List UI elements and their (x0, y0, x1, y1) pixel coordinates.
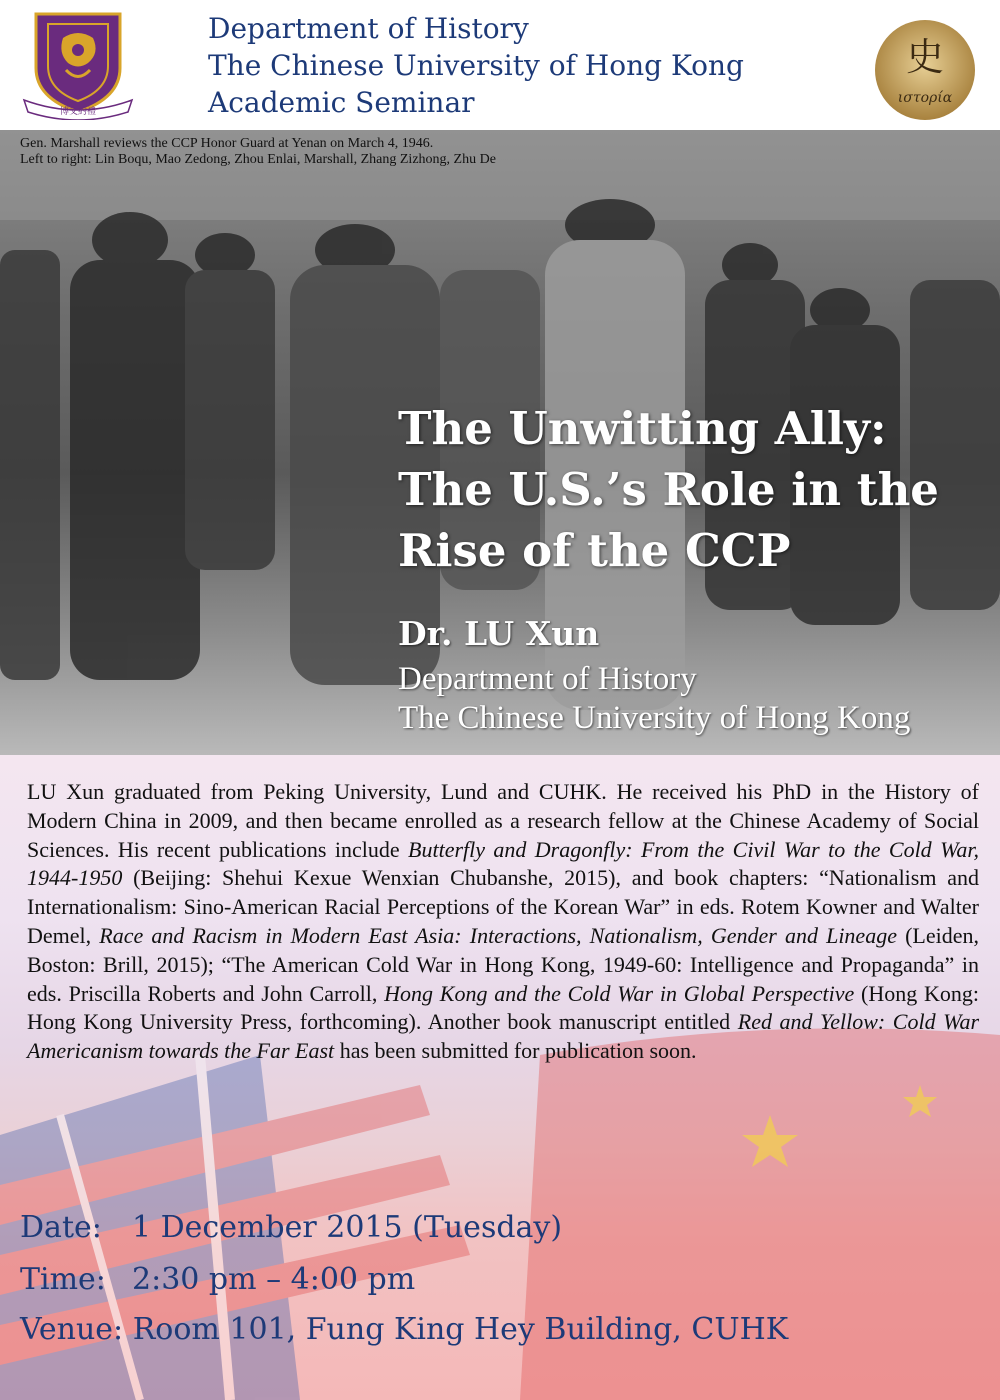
cuhk-motto: 博文約禮 (59, 107, 97, 117)
speaker-university: The Chinese University of Hong Kong (398, 700, 911, 736)
speaker-biography (27, 778, 979, 1066)
header (0, 0, 1000, 130)
venue-value: Room 101, Fung King Hey Building, CUHK (132, 1312, 789, 1347)
speaker-name: Dr. LU Xun (398, 614, 600, 653)
bio-book-title-3: Hong Kong and the Cold War in Global Perspective (384, 980, 855, 1006)
header-title (208, 10, 744, 121)
bio-book-title-2: Race and Racism in Modern East Asia: Interactions, Nationalism, Gender and Lineage (99, 922, 897, 948)
bio-text-4: (Hong Kong: Hong Kong University Press, forthcoming). Another book manuscript entitled (27, 980, 979, 1035)
bio-text-2: (Beijing: Shehui Kexue Wenxian Chubanshe, 2015), and book chapters: “Nationalism and Internationalism: Sino-American Racial Perceptions of the Korean War” in eds. Rotem Kowner and Walter Demel, (27, 865, 979, 948)
bio-text-1: LU Xun graduated from Peking University, Lund and CUHK. He received his PhD in the History of Modern China in 2009, and then became enrolled as a research fellow at the Chinese Academy of Social Sciences. His recent publications include (27, 779, 979, 862)
cuhk-logo (18, 8, 138, 120)
event-time (20, 1262, 415, 1297)
header-seminar-label: Academic Seminar (208, 86, 475, 119)
bio-book-title-4: Red and Yellow: Cold War Americanism towards the Far East (27, 1009, 980, 1064)
bio-book-title-1: Butterfly and Dragonfly: From the Civil War to the Cold War, 1944-1950 (27, 836, 979, 891)
talk-title (398, 398, 988, 581)
date-label: Date: (20, 1210, 102, 1245)
speaker-department: Department of History (398, 661, 697, 697)
istoria-text: ιστορία (897, 90, 953, 106)
header-university: The Chinese University of Hong Kong (208, 49, 744, 82)
talk-title-line1: The Unwitting Ally: (398, 402, 887, 455)
bio-text-5: has been submitted for publication soon. (334, 1038, 697, 1064)
time-value: 2:30 pm – 4:00 pm (132, 1262, 416, 1297)
istoria-char: 史 (905, 35, 945, 79)
time-label: Time: (20, 1262, 106, 1297)
photo-caption-line2: Left to right: Lin Boqu, Mao Zedong, Zhou Enlai, Marshall, Zhang Zizhong, Zhu De (20, 152, 496, 167)
speaker-affiliation (398, 660, 910, 738)
talk-title-line3: Rise of the CCP (398, 524, 791, 577)
photo-caption (20, 136, 496, 168)
venue-label: Venue: (20, 1312, 124, 1347)
event-date (20, 1210, 562, 1245)
header-department: Department of History (208, 12, 529, 45)
bio-text-3: (Leiden, Boston: Brill, 2015); “The American Cold War in Hong Kong, 1949-60: Intelligence and Propaganda” in eds. Priscilla Roberts and John Carroll, (27, 922, 979, 1006)
photo-caption-line1: Gen. Marshall reviews the CCP Honor Guard at Yenan on March 4, 1946. (20, 136, 434, 151)
date-value: 1 December 2015 (Tuesday) (132, 1210, 563, 1245)
event-venue (20, 1312, 788, 1347)
istoria-logo (873, 18, 977, 122)
talk-title-line2: The U.S.’s Role in the (398, 463, 939, 516)
